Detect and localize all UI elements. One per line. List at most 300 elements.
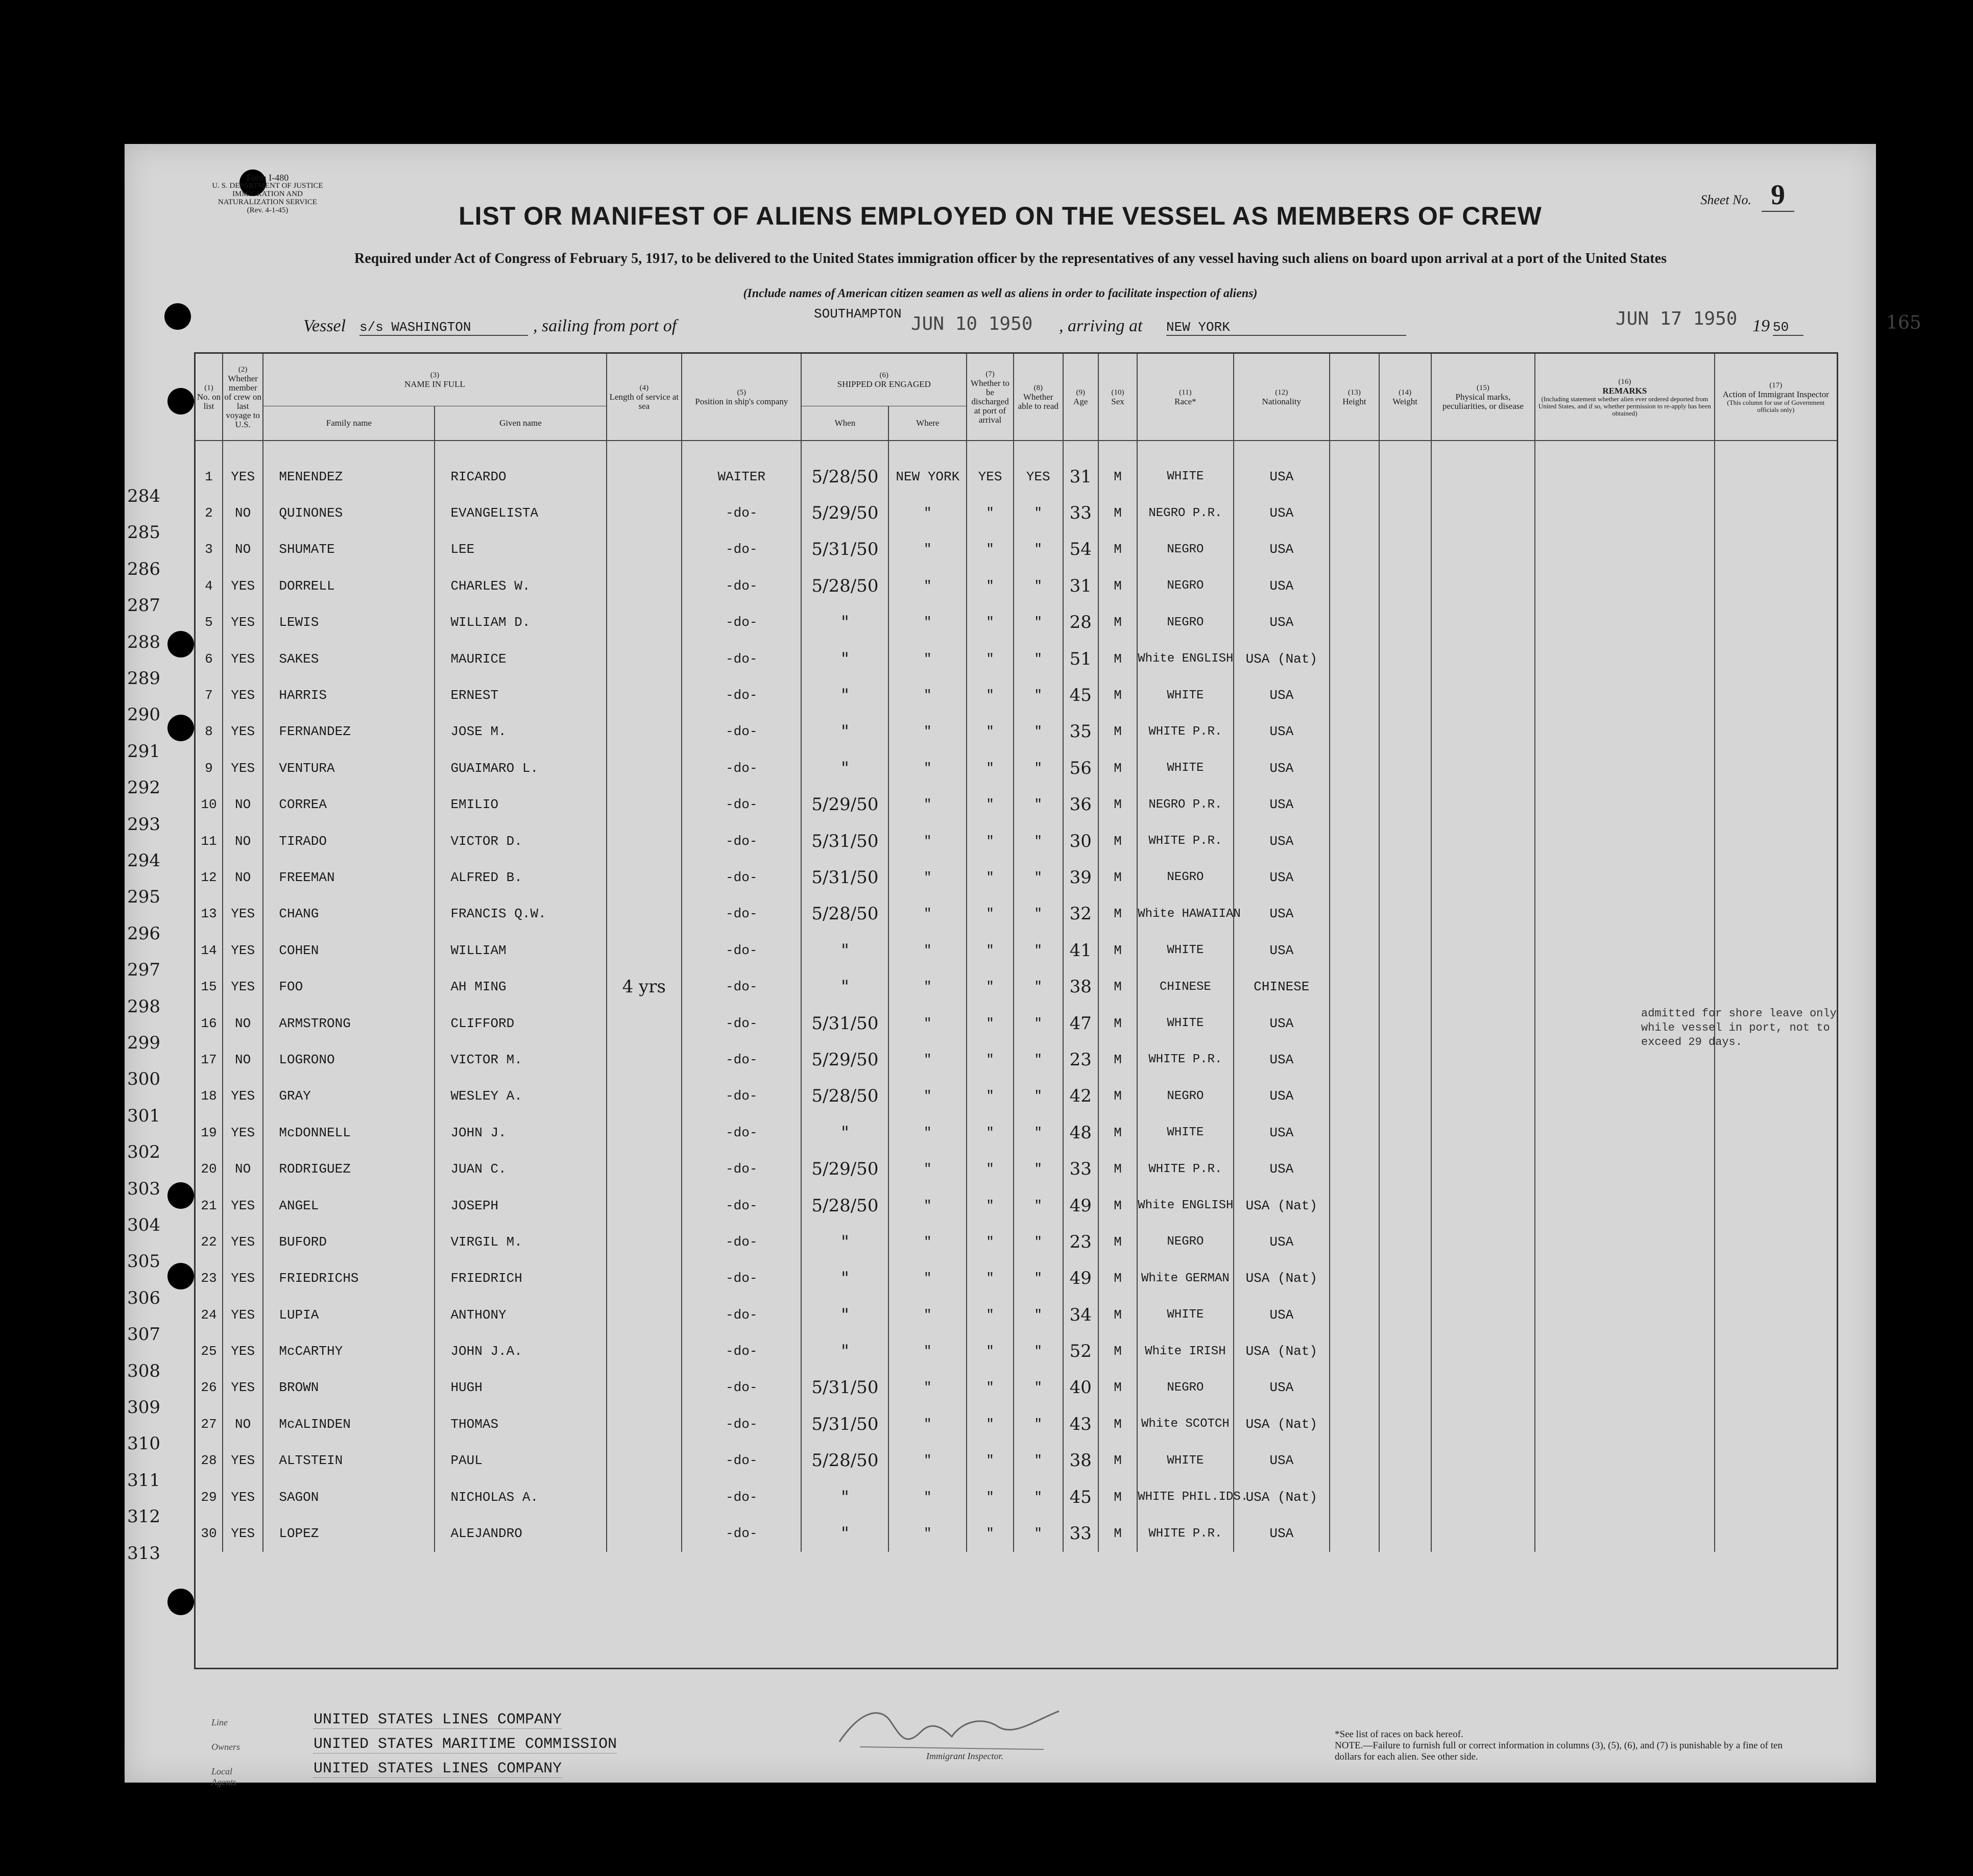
line-number: 301 [127,1105,160,1126]
cell-weight [1379,1443,1431,1479]
cell-shipped-when: " [801,641,888,677]
cell-crew-no: 11 [201,833,217,849]
cell-shipped-where: " [888,1114,967,1151]
cell-length-of-service [607,1078,682,1114]
vessel-label: Vessel [303,316,346,335]
cell-crew-member-last-voyage: NO [223,1406,263,1442]
cell-crew-member-last-voyage: YES [223,932,263,968]
col-8-header [1014,354,1063,441]
cell-family-name: ALTSTEIN [263,1443,435,1479]
col-10-num: (10) [1111,388,1124,397]
col-9-label: Age [1073,396,1088,406]
cell-position: -do- [682,1114,801,1151]
punch-hole [167,388,194,415]
col-4-label: Length of service at sea [609,392,679,411]
cell-position: -do- [682,1151,801,1187]
cell-age: 40 [1063,1370,1098,1406]
cell-position: -do- [682,787,801,823]
header-row-top [196,354,1837,406]
col-9-header [1063,354,1098,441]
cell-remarks [1535,1151,1714,1187]
cell-sex: M [1098,896,1137,932]
cell-nationality: USA [1234,531,1330,568]
cell-age: 47 [1063,1005,1098,1041]
cell-shipped-when: " [801,750,888,786]
sailing-label: , sailing from port of [533,316,677,335]
cell-weight [1379,1224,1431,1260]
cell-physical-marks [1431,604,1535,641]
cell-remarks [1535,823,1714,859]
year-prefix: 19 [1752,316,1770,335]
punch-hole [167,1263,194,1289]
cell-inspector-action [1715,968,1837,1005]
cell-shipped-where: " [888,1078,967,1114]
cell-height [1330,714,1379,750]
cell-length-of-service [607,1224,682,1260]
cell-crew-member-last-voyage: YES [223,1515,263,1551]
cell-length-of-service [607,1406,682,1442]
cell-able-to-read: " [1014,1041,1063,1078]
cell-shipped-where: " [888,531,967,568]
cell-family-name: McDONNELL [263,1114,435,1151]
cell-nationality: CHINESE [1234,968,1330,1005]
page-subnote: (Include names of American citizen seamen as well as aliens in order to facilitate inspection of aliens) [743,287,1258,300]
cell-crew-member-last-voyage: YES [223,1078,263,1114]
cell-inspector-action [1715,896,1837,932]
cell-length-of-service [607,823,682,859]
family-name-header: Family name [263,406,435,441]
cell-height [1330,932,1379,968]
cell-discharged: " [967,750,1014,786]
table-row [196,896,1837,932]
cell-weight [1379,458,1431,495]
vessel-name: s/s WASHINGTON [359,320,528,336]
col-17-note: (This column for use of Government officials only) [1727,398,1825,413]
table-row [196,458,1837,495]
inspector-label: Immigrant Inspector. [926,1751,1003,1761]
cell-discharged: " [967,1479,1014,1515]
cell-sex: M [1098,458,1137,495]
line-number: 306 [127,1287,160,1308]
col-17-label: Action of Immigrant Inspector [1722,389,1829,399]
cell-race: WHITE [1137,1114,1233,1151]
cell-inspector-action [1715,1187,1837,1224]
line-number: 290 [127,704,160,725]
line-number: 313 [127,1543,160,1564]
cell-sex: M [1098,714,1137,750]
cell-sex: M [1098,1370,1137,1406]
table-row [196,1151,1837,1187]
cell-nationality: USA [1234,1078,1330,1114]
cell-family-name: ANGEL [263,1187,435,1224]
cell-sex: M [1098,1151,1137,1187]
cell-shipped-when: 5/31/50 [801,1370,888,1406]
cell-discharged: " [967,1114,1014,1151]
cell-able-to-read: " [1014,1114,1063,1151]
cell-crew-member-last-voyage: YES [223,1370,263,1406]
table-row [196,859,1837,895]
col-16-num: (16) [1618,377,1631,386]
cell-crew-no: 20 [201,1161,217,1177]
page-title: LIST OR MANIFEST OF ALIENS EMPLOYED ON THE VESSEL AS MEMBERS OF CREW [459,202,1542,230]
cell-sex: M [1098,1224,1137,1260]
cell-crew-member-last-voyage: YES [223,1260,263,1297]
cell-age: 23 [1063,1224,1098,1260]
table-row [196,1370,1837,1406]
cell-sex: M [1098,531,1137,568]
cell-length-of-service [607,896,682,932]
cell-height [1330,823,1379,859]
cell-sex: M [1098,1260,1137,1297]
cell-position: -do- [682,531,801,568]
crew-table-body [196,441,1837,1552]
cell-crew-no: 3 [205,542,213,557]
cell-age: 56 [1063,750,1098,786]
vessel-row [303,306,1921,342]
cell-length-of-service [607,641,682,677]
cell-age: 49 [1063,1187,1098,1224]
cell-weight [1379,568,1431,604]
cell-race: NEGRO P.R. [1137,787,1233,823]
cell-nationality: USA [1234,1041,1330,1078]
cell-weight [1379,714,1431,750]
cell-remarks [1535,1333,1714,1369]
cell-given-name: PAUL [435,1443,606,1479]
cell-crew-no: 6 [205,651,213,667]
cell-able-to-read: " [1014,714,1063,750]
col-16-note: (Including statement whether alien ever ordered deported from United States, and if so, whether permission to re-apply has been obtained) [1538,395,1711,417]
cell-length-of-service [607,1187,682,1224]
cell-length-of-service [607,787,682,823]
cell-shipped-when: 5/28/50 [801,1187,888,1224]
sailing-port: SOUTHAMPTON [814,306,902,322]
cell-crew-member-last-voyage: YES [223,604,263,641]
cell-height [1330,1224,1379,1260]
cell-physical-marks [1431,531,1535,568]
cell-shipped-where: " [888,714,967,750]
cell-weight [1379,787,1431,823]
arriving-label: , arriving at [1059,316,1143,335]
cell-able-to-read: " [1014,1479,1063,1515]
cell-length-of-service [607,1005,682,1041]
cell-height [1330,604,1379,641]
cell-race: White ENGLISH [1137,641,1233,677]
cell-height [1330,896,1379,932]
punch-hole [167,1182,194,1209]
cell-physical-marks [1431,1297,1535,1333]
line-number: 310 [127,1433,160,1454]
cell-race: WHITE [1137,750,1233,786]
cell-remarks [1535,750,1714,786]
cell-inspector-action [1715,1515,1837,1551]
cell-family-name: McALINDEN [263,1406,435,1442]
cell-shipped-where: " [888,968,967,1005]
cell-inspector-action [1715,1151,1837,1187]
cell-position: -do- [682,1041,801,1078]
cell-race: WHITE [1137,932,1233,968]
cell-sex: M [1098,823,1137,859]
crew-table-container [194,352,1838,1669]
cell-physical-marks [1431,1041,1535,1078]
cell-crew-no: 2 [205,505,213,521]
cell-shipped-when: 5/29/50 [801,1151,888,1187]
cell-race: CHINESE [1137,968,1233,1005]
cell-given-name: NICHOLAS A. [435,1479,606,1515]
line-number: 297 [127,960,160,981]
cell-crew-no: 23 [201,1271,217,1286]
table-row [196,495,1837,531]
cell-nationality: USA (Nat) [1234,1406,1330,1442]
line-number: 293 [127,814,160,835]
cell-weight [1379,859,1431,895]
cell-inspector-action [1715,1114,1837,1151]
col-17-num: (17) [1769,381,1783,389]
cell-height [1330,1333,1379,1369]
cell-physical-marks [1431,1224,1535,1260]
cell-nationality: USA [1234,495,1330,531]
col-3-label: NAME IN FULL [404,379,465,389]
cell-shipped-when: 5/31/50 [801,1406,888,1442]
cell-remarks [1535,495,1714,531]
cell-inspector-action [1715,750,1837,786]
col-16-header [1535,354,1714,441]
cell-able-to-read: " [1014,896,1063,932]
punch-hole [167,715,194,741]
table-row [196,1333,1837,1369]
cell-nationality: USA [1234,677,1330,713]
cell-given-name: MAURICE [435,641,606,677]
cell-weight [1379,677,1431,713]
cell-weight [1379,750,1431,786]
cell-race: WHITE P.R. [1137,714,1233,750]
cell-inspector-action [1715,1370,1837,1406]
col-2-label: Whether member of crew on last voyage to U.S. [224,373,262,429]
cell-weight [1379,896,1431,932]
cell-family-name: FREEMAN [263,859,435,895]
agents-label: Local Agents [211,1766,236,1787]
line-number: 304 [127,1215,160,1235]
line-number: 309 [127,1397,160,1418]
cell-remarks [1535,677,1714,713]
cell-family-name: FRIEDRICHS [263,1260,435,1297]
cell-physical-marks [1431,1260,1535,1297]
cell-shipped-when: " [801,968,888,1005]
cell-length-of-service [607,1297,682,1333]
cell-able-to-read: " [1014,495,1063,531]
cell-family-name: MENENDEZ [263,458,435,495]
cell-able-to-read: " [1014,1443,1063,1479]
cell-family-name: CHANG [263,896,435,932]
cell-height [1330,1479,1379,1515]
cell-physical-marks [1431,859,1535,895]
cell-given-name: JOSE M. [435,714,606,750]
cell-crew-no: 30 [201,1526,217,1542]
cell-crew-no: 29 [201,1489,217,1505]
cell-inspector-action [1715,604,1837,641]
cell-height [1330,1005,1379,1041]
line-value: UNITED STATES LINES COMPANY [314,1711,562,1728]
cell-inspector-action [1715,677,1837,713]
cell-discharged: " [967,714,1014,750]
cell-given-name: GUAIMARO L. [435,750,606,786]
form-number: Form I-480 [246,173,289,183]
cell-family-name: SHUMATE [263,531,435,568]
line-number: 311 [127,1470,160,1491]
cell-position: -do- [682,896,801,932]
cell-remarks [1535,1224,1714,1260]
cell-inspector-action [1715,714,1837,750]
cell-age: 42 [1063,1078,1098,1114]
col-17-header [1715,354,1837,441]
cell-able-to-read: " [1014,677,1063,713]
cell-crew-no: 19 [201,1125,217,1140]
cell-race: WHITE PHIL.IDS. [1137,1479,1233,1515]
cell-sex: M [1098,1479,1137,1515]
cell-sex: M [1098,1515,1137,1551]
cell-shipped-where: " [888,1005,967,1041]
cell-nationality: USA [1234,1370,1330,1406]
cell-race: WHITE P.R. [1137,1151,1233,1187]
cell-discharged: " [967,531,1014,568]
cell-shipped-when: " [801,1114,888,1151]
cell-crew-member-last-voyage: YES [223,1224,263,1260]
cell-height [1330,641,1379,677]
cell-nationality: USA [1234,932,1330,968]
cell-height [1330,1260,1379,1297]
cell-family-name: ARMSTRONG [263,1005,435,1041]
cell-crew-no: 9 [205,760,213,776]
cell-weight [1379,1005,1431,1041]
table-row [196,1187,1837,1224]
cell-discharged: " [967,896,1014,932]
cell-weight [1379,932,1431,968]
cell-nationality: USA (Nat) [1234,1260,1330,1297]
cell-age: 33 [1063,495,1098,531]
cell-crew-no: 14 [201,942,217,958]
cell-able-to-read: " [1014,1370,1063,1406]
col-1-label: No. on list [197,392,221,411]
cell-weight [1379,1479,1431,1515]
cell-able-to-read: " [1014,1151,1063,1187]
cell-shipped-when: 5/28/50 [801,1443,888,1479]
cell-shipped-when: " [801,1224,888,1260]
cell-remarks [1535,568,1714,604]
cell-inspector-action [1715,1333,1837,1369]
cell-position: -do- [682,823,801,859]
line-number: 302 [127,1142,160,1163]
cell-discharged: " [967,1224,1014,1260]
cell-position: -do- [682,1297,801,1333]
cell-race: White SCOTCH [1137,1406,1233,1442]
cell-discharged: " [967,968,1014,1005]
cell-physical-marks [1431,1187,1535,1224]
cell-age: 33 [1063,1515,1098,1551]
cell-shipped-where: " [888,1297,967,1333]
cell-given-name: EVANGELISTA [435,495,606,531]
col-15-num: (15) [1476,383,1489,392]
cell-length-of-service [607,1370,682,1406]
cell-race: NEGRO [1137,531,1233,568]
table-row [196,641,1837,677]
cell-shipped-where: " [888,1333,967,1369]
cell-crew-member-last-voyage: NO [223,1005,263,1041]
cell-height [1330,458,1379,495]
cell-discharged: " [967,1406,1014,1442]
cell-shipped-where: " [888,1370,967,1406]
cell-age: 48 [1063,1114,1098,1151]
cell-able-to-read: " [1014,1333,1063,1369]
cell-shipped-where: " [888,568,967,604]
col-5-label: Position in ship's company [695,396,788,406]
cell-weight [1379,1187,1431,1224]
cell-length-of-service [607,604,682,641]
cell-sex: M [1098,1443,1137,1479]
cell-shipped-when: " [801,932,888,968]
cell-sex: M [1098,932,1137,968]
cell-shipped-where: " [888,859,967,895]
cell-age: 36 [1063,787,1098,823]
col-12-header [1234,354,1330,441]
cell-age: 33 [1063,1151,1098,1187]
cell-weight [1379,1370,1431,1406]
punch-hole [167,631,194,657]
cell-shipped-when: " [801,714,888,750]
cell-weight [1379,1041,1431,1078]
cell-remarks [1535,1370,1714,1406]
cell-given-name: ALFRED B. [435,859,606,895]
cell-physical-marks [1431,458,1535,495]
cell-length-of-service [607,1114,682,1151]
cell-remarks [1535,1479,1714,1515]
cell-crew-no: 25 [201,1344,217,1359]
cell-position: -do- [682,604,801,641]
shore-leave-remark: admitted for shore leave only while vessel in port, not to exceed 29 days. [1641,1007,1837,1049]
table-row [196,1260,1837,1297]
cell-sex: M [1098,604,1137,641]
cell-age: 52 [1063,1333,1098,1369]
cell-sex: M [1098,1005,1137,1041]
cell-weight [1379,604,1431,641]
cell-remarks [1535,968,1714,1005]
cell-given-name: VIRGIL M. [435,1224,606,1260]
cell-sex: M [1098,495,1137,531]
cell-sex: M [1098,1041,1137,1078]
col-4-num: (4) [639,383,649,392]
cell-able-to-read: " [1014,568,1063,604]
line-number: 289 [127,668,160,689]
cell-family-name: CORREA [263,787,435,823]
cell-discharged: " [967,495,1014,531]
table-row [196,1479,1837,1515]
cell-shipped-when: " [801,1260,888,1297]
cell-inspector-action [1715,458,1837,495]
cell-crew-no: 24 [201,1307,217,1323]
form-rev: (Rev. 4-1-45) [247,206,288,214]
footnote-note: NOTE.—Failure to furnish full or correct information in columns (3), (5), (6), and (7) is punishable by a fine of ten dollars for each alien. See other side. [1335,1740,1783,1762]
col-1-num: (1) [204,383,213,392]
cell-age: 39 [1063,859,1098,895]
cell-given-name: LEE [435,531,606,568]
table-row [196,1041,1837,1078]
cell-weight [1379,968,1431,1005]
cell-crew-no: 28 [201,1453,217,1469]
cell-able-to-read: YES [1014,458,1063,495]
cell-given-name: WESLEY A. [435,1078,606,1114]
cell-able-to-read: " [1014,641,1063,677]
cell-given-name: ANTHONY [435,1297,606,1333]
cell-height [1330,1041,1379,1078]
col-11-label: Race* [1174,396,1196,406]
